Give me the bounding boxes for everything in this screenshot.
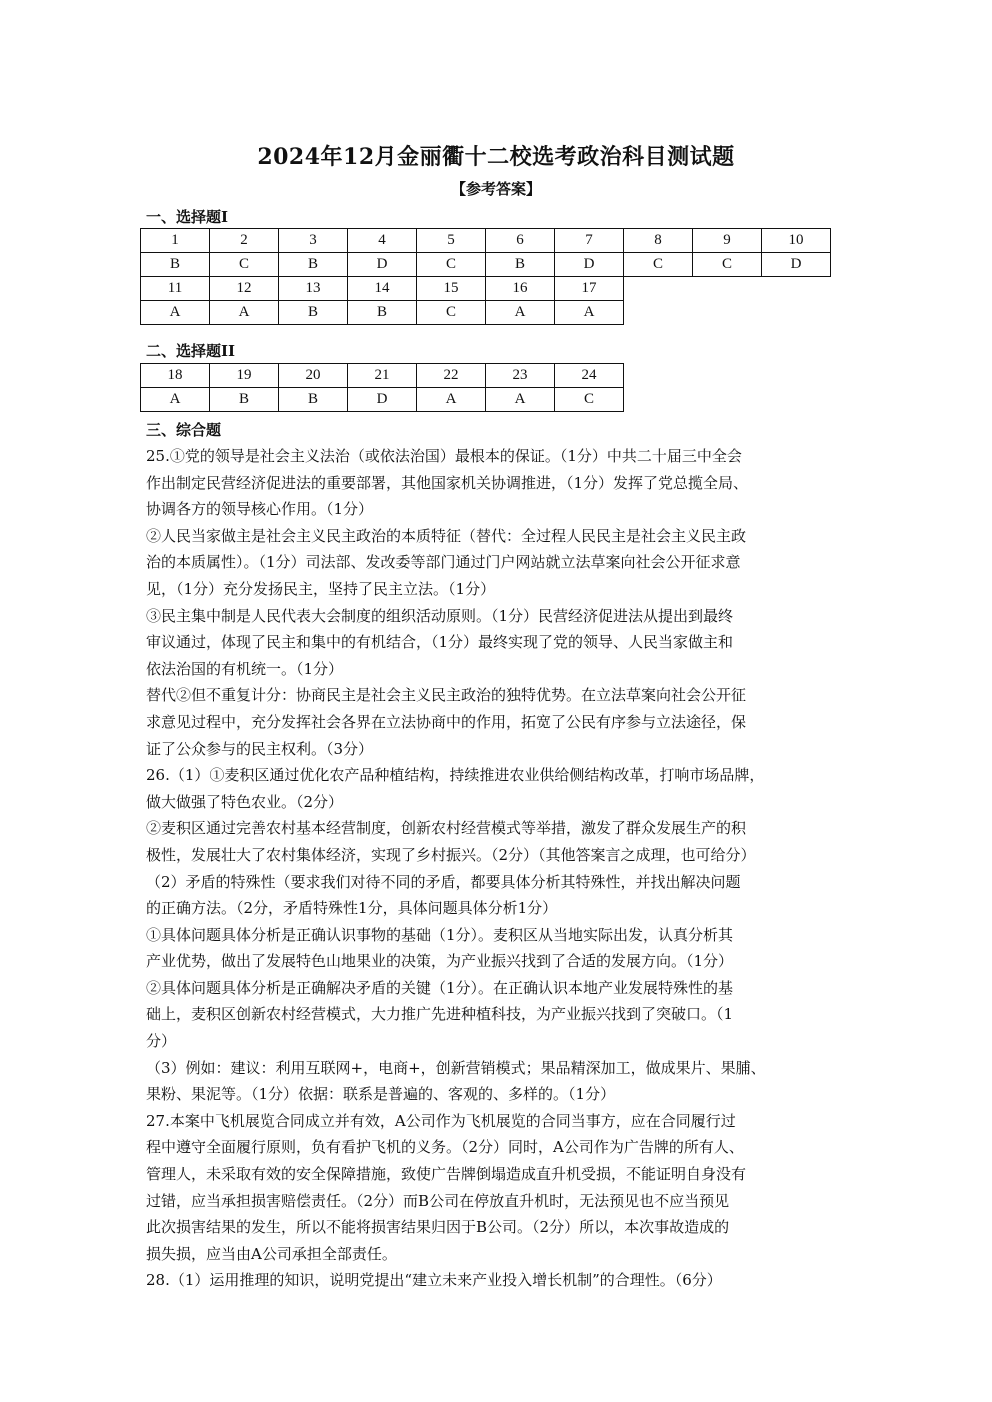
table-row bbox=[141, 301, 831, 325]
table-cell: 23 bbox=[486, 364, 555, 388]
table-row bbox=[141, 277, 831, 301]
table-cell: C bbox=[693, 253, 762, 277]
table-row bbox=[141, 388, 624, 412]
text-line: ②麦积区通过完善农村基本经营制度，创新农村经营模式等举措，激发了群众发展生产的积 bbox=[146, 819, 747, 838]
table-cell: A bbox=[417, 388, 486, 412]
table-cell: 7 bbox=[555, 229, 624, 253]
table-cell: 1 bbox=[141, 229, 210, 253]
text-line: 产业优势，做出了发展特色山地果业的决策，为产业振兴找到了合适的发展方向。（1分） bbox=[146, 952, 734, 971]
table-cell: B bbox=[486, 253, 555, 277]
table-cell: B bbox=[348, 301, 417, 325]
table-cell: 11 bbox=[141, 277, 210, 301]
text-line: 协调各方的领导核心作用。（1分） bbox=[146, 500, 374, 519]
text-line: （3）例如：建议：利用互联网+，电商+，创新营销模式；果品精深加工，做成果片、果脯、 bbox=[146, 1058, 766, 1077]
page-subtitle: 【参考答案】 bbox=[450, 180, 541, 198]
empty-cell bbox=[693, 277, 762, 301]
text-line: 损失损，应当由A公司承担全部责任。 bbox=[146, 1244, 397, 1263]
table-cell: 21 bbox=[348, 364, 417, 388]
table-cell: A bbox=[141, 388, 210, 412]
answer-table-2 bbox=[140, 363, 624, 412]
empty-cell bbox=[624, 277, 693, 301]
table-cell: B bbox=[279, 388, 348, 412]
table-cell: 9 bbox=[693, 229, 762, 253]
page-title: 2024年12月金丽衢十二校选考政治科目测试题 bbox=[257, 144, 735, 170]
table-cell: D bbox=[348, 388, 417, 412]
table-cell: 3 bbox=[279, 229, 348, 253]
text-line: 27.本案中飞机展览合同成立并有效，A公司作为飞机展览的合同当事方，应在合同履行过 bbox=[146, 1111, 736, 1130]
table-cell: 13 bbox=[279, 277, 348, 301]
section3-heading: 三、综合题 bbox=[146, 421, 222, 439]
text-line: 25.①党的领导是社会主义法治（或依法治国）最根本的保证。（1分）中共二十届三中全会 bbox=[146, 447, 742, 465]
table-cell: 22 bbox=[417, 364, 486, 388]
text-line: 做大做强了特色农业。（2分） bbox=[146, 792, 344, 811]
table-cell: A bbox=[555, 301, 624, 325]
section2-heading: 二、选择题II bbox=[146, 342, 236, 360]
table-cell: 8 bbox=[624, 229, 693, 253]
table-cell: 5 bbox=[417, 229, 486, 253]
table-cell: A bbox=[141, 301, 210, 325]
table-cell: 17 bbox=[555, 277, 624, 301]
text-line: （2）矛盾的特殊性（要求我们对待不同的矛盾，都要具体分析其特殊性，并找出解决问题 bbox=[146, 872, 741, 891]
text-line: 程中遵守全面履行原则，负有看护飞机的义务。（2分）同时，A公司作为广告牌的所有人、 bbox=[146, 1138, 744, 1157]
table-cell: C bbox=[210, 253, 279, 277]
table-cell: 19 bbox=[210, 364, 279, 388]
table-cell: 12 bbox=[210, 277, 279, 301]
table-cell: 2 bbox=[210, 229, 279, 253]
table-cell: 16 bbox=[486, 277, 555, 301]
text-line: 治的本质属性）。（1分）司法部、发改委等部门通过门户网站就立法草案向社会公开征求意 bbox=[146, 553, 741, 572]
text-line: ③民主集中制是人民代表大会制度的组织活动原则。（1分）民营经济促进法从提出到最终 bbox=[146, 606, 734, 625]
text-line: 础上，麦积区创新农村经营模式，大力推广先进种植科技，为产业振兴找到了突破口。（1 bbox=[146, 1005, 734, 1024]
table-cell: B bbox=[279, 301, 348, 325]
table-cell: 24 bbox=[555, 364, 624, 388]
text-line: ②具体问题具体分析是正确解决矛盾的关键（1分）。在正确认识本地产业发展特殊性的基 bbox=[146, 978, 734, 997]
text-line: 极性，发展壮大了农村集体经济，实现了乡村振兴。（2分）（其他答案言之成理，也可给分） bbox=[146, 845, 756, 864]
table-cell: A bbox=[486, 388, 555, 412]
text-line: 见，（1分）充分发扬民主，坚持了民主立法。（1分） bbox=[146, 579, 496, 598]
table-cell: 10 bbox=[762, 229, 831, 253]
table-cell: B bbox=[210, 388, 279, 412]
essay-answers bbox=[146, 443, 846, 1294]
text-line: ①具体问题具体分析是正确认识事物的基础（1分）。麦积区从当地实际出发，认真分析其 bbox=[146, 925, 734, 944]
table-row bbox=[141, 253, 831, 277]
text-line: 求意见过程中，充分发挥社会各界在立法协商中的作用，拓宽了公民有序参与立法途径，保 bbox=[146, 712, 747, 731]
empty-cell bbox=[624, 301, 693, 325]
text-line: 作出制定民营经济促进法的重要部署，其他国家机关协调推进，（1分）发挥了党总揽全局、 bbox=[146, 473, 749, 492]
section1-heading: 一、选择题I bbox=[146, 208, 229, 226]
text-line: 28.（1）运用推理的知识，说明党提出“建立未来产业投入增长机制”的合理性。（6分） bbox=[146, 1271, 722, 1290]
text-line: 分） bbox=[146, 1032, 177, 1051]
table-cell: B bbox=[279, 253, 348, 277]
table-cell: 4 bbox=[348, 229, 417, 253]
table-cell: D bbox=[555, 253, 624, 277]
table-cell: 14 bbox=[348, 277, 417, 301]
table-cell: C bbox=[417, 253, 486, 277]
table-cell: D bbox=[762, 253, 831, 277]
text-line: 过错，应当承担损害赔偿责任。（2分）而B公司在停放直升机时，无法预见也不应当预见 bbox=[146, 1191, 730, 1210]
empty-cell bbox=[762, 277, 831, 301]
text-line: ②人民当家做主是社会主义民主政治的本质特征（替代：全过程人民民主是社会主义民主政 bbox=[146, 526, 747, 545]
answer-table-1 bbox=[140, 228, 831, 325]
text-line: 审议通过，体现了民主和集中的有机结合，（1分）最终实现了党的领导、人民当家做主和 bbox=[146, 633, 734, 652]
empty-cell bbox=[762, 301, 831, 325]
table-row bbox=[141, 364, 624, 388]
text-line: 的正确方法。（2分，矛盾特殊性1分，具体问题具体分析1分） bbox=[146, 899, 558, 918]
table-cell: 20 bbox=[279, 364, 348, 388]
table-cell: C bbox=[555, 388, 624, 412]
table-cell: C bbox=[624, 253, 693, 277]
table-cell: 6 bbox=[486, 229, 555, 253]
text-line: 26.（1）①麦积区通过优化农产品种植结构，持续推进农业供给侧结构改革，打响市场品牌， bbox=[146, 766, 765, 785]
text-line: 替代②但不重复计分：协商民主是社会主义民主政治的独特优势。在立法草案向社会公开征 bbox=[146, 686, 747, 705]
text-line: 管理人，未采取有效的安全保障措施，致使广告牌倒塌造成直升机受损，不能证明自身没有 bbox=[146, 1165, 747, 1184]
table-cell: 18 bbox=[141, 364, 210, 388]
table-cell: C bbox=[417, 301, 486, 325]
text-line: 果粉、果泥等。（1分）依据：联系是普遍的、客观的、多样的。（1分） bbox=[146, 1085, 616, 1104]
text-line: 此次损害结果的发生，所以不能将损害结果归因于B公司。（2分）所以，本次事故造成的 bbox=[146, 1218, 730, 1237]
table-cell: B bbox=[141, 253, 210, 277]
text-line: 依法治国的有机统一。（1分） bbox=[146, 659, 344, 678]
table-cell: 15 bbox=[417, 277, 486, 301]
empty-cell bbox=[693, 301, 762, 325]
table-cell: D bbox=[348, 253, 417, 277]
text-line: 证了公众参与的民主权利。（3分） bbox=[146, 739, 374, 758]
table-cell: A bbox=[210, 301, 279, 325]
table-row bbox=[141, 229, 831, 253]
table-cell: A bbox=[486, 301, 555, 325]
